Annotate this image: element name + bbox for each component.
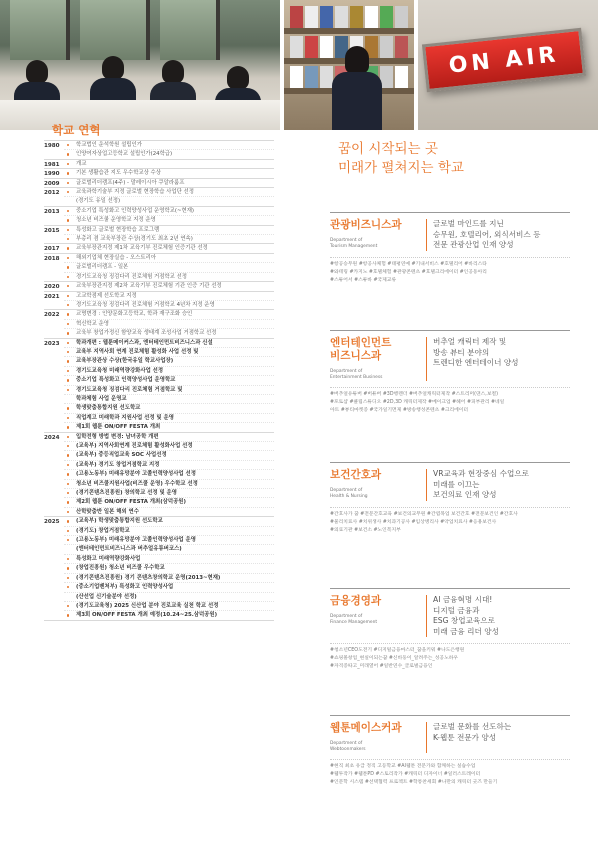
department-hashtags: #청소년CEO도전기 #디지털금융마스터_꿈을키워 #나도은행원 #쇼핑몰창업_현실이되는꿈 #신바둥이_알려주는_성공노하우 #자격증따고_미래열어 #일반연수_글로벌금융인 bbox=[330, 643, 570, 671]
history-year-block bbox=[44, 140, 274, 159]
department-english-name: Department of Tourism Management bbox=[330, 238, 378, 249]
headline-line-2: 미래가 펼쳐지는 학교 bbox=[338, 160, 464, 176]
history-item: (교육부) 학생맞춤통합지원 선도학교 bbox=[64, 517, 274, 526]
history-item: 특성화고 글로벌 현장학습 프로그램 bbox=[64, 226, 274, 235]
history-item: 제1회 웹툰 ON/OFF FESTA 개최 bbox=[64, 423, 274, 431]
history-year: 2020 bbox=[44, 284, 60, 291]
history-item: 기본 생활습관 지도 우수학교상 수상 bbox=[64, 169, 274, 177]
history-item: (교육부) 중등직업교육 SOC 사업선정 bbox=[64, 451, 274, 460]
history-year-block bbox=[44, 291, 274, 310]
history-year: 2022 bbox=[44, 312, 60, 319]
history-item: 교육부 지역사회 연계 진로체험 활성화 사업 선정 및 bbox=[64, 348, 274, 357]
history-year: 2024 bbox=[44, 434, 60, 441]
history-item: 제3회 ON/OFF FESTA 개최 예정(10.24~25.삼덕공원) bbox=[64, 611, 274, 619]
history-year: 1980 bbox=[44, 143, 60, 149]
history-item: 중소기업 특성화고 인력양성사업 운영학교(~현재) bbox=[64, 207, 274, 216]
department-name: 관광비즈니스과 bbox=[330, 219, 402, 231]
headline bbox=[338, 140, 464, 178]
department-card bbox=[330, 462, 570, 535]
on-air-text: ON AIR bbox=[447, 41, 561, 79]
department-description: 버추얼 캐릭터 제작 및 방송 뷰티 분야의 트렌디한 엔터테이너 양성 bbox=[426, 337, 570, 381]
history-item: (산선업 신기술분야 선정) bbox=[64, 593, 274, 602]
history-item: 고교학점제 선도학교 지정 bbox=[64, 292, 274, 301]
history-item: 학교법인 운석학원 설립인가 bbox=[64, 141, 274, 150]
history-item: 특성화고 미래역량강화사업 bbox=[64, 555, 274, 564]
history-item: (교육부) 경기도 창업거점학교 지정 bbox=[64, 461, 274, 470]
history-year: 2023 bbox=[44, 340, 60, 347]
history-year-block bbox=[44, 432, 274, 517]
history-item: (경기도 유일 선정) bbox=[76, 198, 121, 205]
department-hashtags: #버추얼유튜버 #버튜버 #3D행렌더 #버추얼캐릭터제작 #스트리머(댄스,보컬) #포토샵 #클립스튜디오 #2D,3D 캐릭터제작 #메이크업 #헤어 #피부관리 #네일 아트 #뷰티마켓증 #국가일기면제 #방송행성콘텐츠 #크리에이터 bbox=[330, 387, 570, 415]
history-year: 2021 bbox=[44, 293, 60, 300]
department-hashtags: #간호사가 꿈 #전문간호교육 #보건의교무원 #간엽목업 보건간호 #전문보건인 #간호사 #물리치료사 #치위생사 #치과기공사 #임상병리사 #약업치료사 #응용보건사 #의료기관 #보건소 #노인복지부 bbox=[330, 507, 570, 535]
department-description: AI 금융혁명 시대! 디지털 금융과 ESG 창업교육으로 미래 금융 리더 양성 bbox=[426, 595, 570, 637]
history-item: 교육부장관지정 제2차 교육기부 진로체험 기관 인증 기관 선정 bbox=[64, 282, 274, 290]
history-year-block bbox=[44, 206, 274, 225]
history-item: 부총리 겸 교육부장관 수상(경기도 최초 2년 연속) bbox=[64, 235, 274, 243]
history-item: 교육부장관지정 제1차 교육기부 진로체험 인증기관 선정 bbox=[64, 244, 274, 252]
history-item: 해외기업체 현장실습 - 오스트리아 bbox=[64, 254, 274, 263]
history-item: (고용노동부) 미래유망분야 고졸인력양성사업 선정 bbox=[64, 470, 274, 479]
department-hashtags: #항공승무원 #항공사체험 #태평연예 #기내서비스 #호텔리어 #바리스타 #와테링 #카지노 #호텔체험 #관광콘텐츠 #호텔크리에이터 #인공동아리 #스튜어서 #스튜바 #국제교류 bbox=[330, 257, 570, 285]
history-year: 2013 bbox=[44, 208, 60, 215]
history-year-block bbox=[44, 243, 274, 252]
department-name: 보건간호과 bbox=[330, 469, 382, 481]
history-item: (중소기업벤처부) 특성화고 인력양성사업 bbox=[64, 583, 274, 592]
history-item: 학과개편 : 웹툰메이커스과, 엔터테인먼트비즈니스과 신설 bbox=[64, 339, 274, 348]
history-year: 2009 bbox=[44, 180, 60, 187]
history-item: 학생맞춤통합지원 선도학교 bbox=[64, 404, 274, 413]
history-year-block bbox=[44, 159, 274, 168]
department-name: 웹툰메이스커과 bbox=[330, 722, 402, 734]
photo-banner bbox=[0, 0, 598, 130]
history-item: 제2회 웹툰 ON/OFF FESTA 개최(삼덕공원) bbox=[64, 498, 274, 507]
history-item: 경기도교육청 미래역량강화사업 선정 bbox=[64, 367, 274, 376]
department-card bbox=[330, 212, 570, 285]
history-item: 입학전형 방법 변경: 남녀공학 개편 bbox=[64, 433, 274, 442]
history-item: 청소년 비즈쿨 운영학교 지정 운영 bbox=[64, 216, 274, 224]
history-item: 경기도교육청 징검다리 진로체험 거점학교 4년차 지정 운영 bbox=[64, 301, 274, 309]
history-item: 경기도교육청 징검다리 진로체험 거점학교 선정 bbox=[64, 273, 274, 281]
history-year: 2017 bbox=[44, 246, 60, 253]
history-item: 혁신학교 운영 bbox=[64, 320, 274, 329]
department-card bbox=[330, 588, 570, 671]
classroom-photo bbox=[0, 0, 280, 130]
department-name: 엔터테인먼트 비즈니스과 bbox=[330, 337, 392, 362]
department-english-name: Department of Finance Management bbox=[330, 614, 378, 625]
department-english-name: Department of Entertainment Business bbox=[330, 369, 383, 380]
history-year: 2025 bbox=[44, 519, 60, 526]
history-year: 2015 bbox=[44, 227, 60, 234]
history-item: (경기콘텐츠진흥원) 창의학교 선정 및 운영 bbox=[64, 489, 274, 498]
history-year-block bbox=[44, 309, 274, 337]
history-year-block bbox=[44, 338, 274, 432]
history-item: (경기도교육청) 2025 신산업 분야 진로교육 실천 학교 선정 bbox=[64, 602, 274, 611]
history-item: 경기도교육청 징검다리 진로체험 거점학교 및 bbox=[64, 386, 274, 395]
on-air-photo bbox=[418, 0, 598, 130]
history-year-block bbox=[44, 168, 274, 177]
history-year-block bbox=[44, 253, 274, 281]
history-item: 인양여자상업고등학교 설립인가(24학급) bbox=[64, 150, 274, 158]
department-description: 글로벌 문화를 선도하는 K-웹툰 전문가 양성 bbox=[426, 722, 570, 753]
department-english-name: Department of Webtoonmakers bbox=[330, 741, 366, 752]
history-item: 글로벌리더캠프 - 일본 bbox=[64, 263, 274, 272]
history-year-block bbox=[44, 187, 274, 206]
department-description: VR교육과 현장중심 수업으로 미래를 이끄는 보건의료 인재 양성 bbox=[426, 469, 570, 501]
history-item: (교육부) 지역사회연계 진로체험 활성화사업 선정 bbox=[64, 442, 274, 451]
history-year-block bbox=[44, 178, 274, 187]
history-item: (경기콘텐츠진흥원) 경기 콘텐츠창의학교 운영(2013~현재) bbox=[64, 574, 274, 583]
history-item: 개교 bbox=[64, 160, 274, 168]
history-item: 교명변경 : 인양문화고등학교, 학과 재구조화 승인 bbox=[64, 310, 274, 319]
history-item: (경기도) 창업거점학교 bbox=[64, 527, 274, 536]
department-hashtags: #현직 최초 유급 정직 고등학교 #AI웹툰 전문가와 함께하는 실습수업 #웹투작가 #웹툰PD #스토리작가 #캐릭터 디자이너 #일러스트레이터 #인문학 시스템 #선택협력 프로젝트 #학통찬셰회 #나만의 캐릭터 굿즈 만들기 bbox=[330, 759, 570, 787]
library-photo bbox=[284, 0, 414, 130]
history-year: 2012 bbox=[44, 190, 60, 197]
history-item: 중소기업 특성화고 인력양성사업 운영학교 bbox=[64, 376, 274, 385]
history-table bbox=[44, 140, 274, 621]
history-item: 직업계고 미래학과 지원사업 선정 및 운영 bbox=[64, 414, 274, 423]
history-item: (고용노동부) 미래유망분야 고졸인력양성사업 운영 bbox=[64, 536, 274, 545]
history-title: 학교 연혁 bbox=[52, 123, 101, 137]
department-card bbox=[330, 715, 570, 787]
on-air-sign bbox=[422, 28, 586, 92]
department-english-name: Department of Health & Nursing bbox=[330, 488, 368, 499]
history-year-block bbox=[44, 225, 274, 244]
history-year-block bbox=[44, 516, 274, 620]
history-item: 청소년 비즈쿨지원사업(비즈쿨 운영) 우수학교 선정 bbox=[64, 480, 274, 489]
department-name: 금융경영과 bbox=[330, 595, 382, 607]
history-item: 교육과학기술부 지정 글로벌 현장학습 사업단 선정 bbox=[64, 188, 274, 197]
history-item: 산학맞춤반 일본 해외 연수 bbox=[64, 508, 274, 516]
history-item: 글로벌리더캠프(4주) - 말레이시아 쿠알라룸프 bbox=[64, 179, 274, 187]
history-item: 교육부장관상 수상(한국유일 학교사업장) bbox=[64, 357, 274, 366]
headline-line-1: 꿈이 시작되는 곳 bbox=[338, 141, 438, 157]
department-card bbox=[330, 330, 570, 415]
history-item: 교육부 창업가정신 함양교육 생태계 조성사업 거점학교 선정 bbox=[64, 329, 274, 337]
history-year: 1981 bbox=[44, 161, 60, 168]
department-description: 글로벌 마인드를 지닌 승무원, 호텔리어, 외식서비스 등 전문 관광산업 인재 양성 bbox=[426, 219, 570, 251]
history-year: 2018 bbox=[44, 255, 60, 262]
history-item: (엔터테인먼트비즈니스과 버추얼유튜버코스) bbox=[64, 545, 274, 554]
history-item: 학과체험 사업 운영교 bbox=[64, 395, 274, 404]
history-item: (창업진흥원) 청소년 비즈쿨 우수학교 bbox=[64, 564, 274, 573]
history-year-block bbox=[44, 281, 274, 290]
history-year: 1990 bbox=[44, 171, 60, 178]
